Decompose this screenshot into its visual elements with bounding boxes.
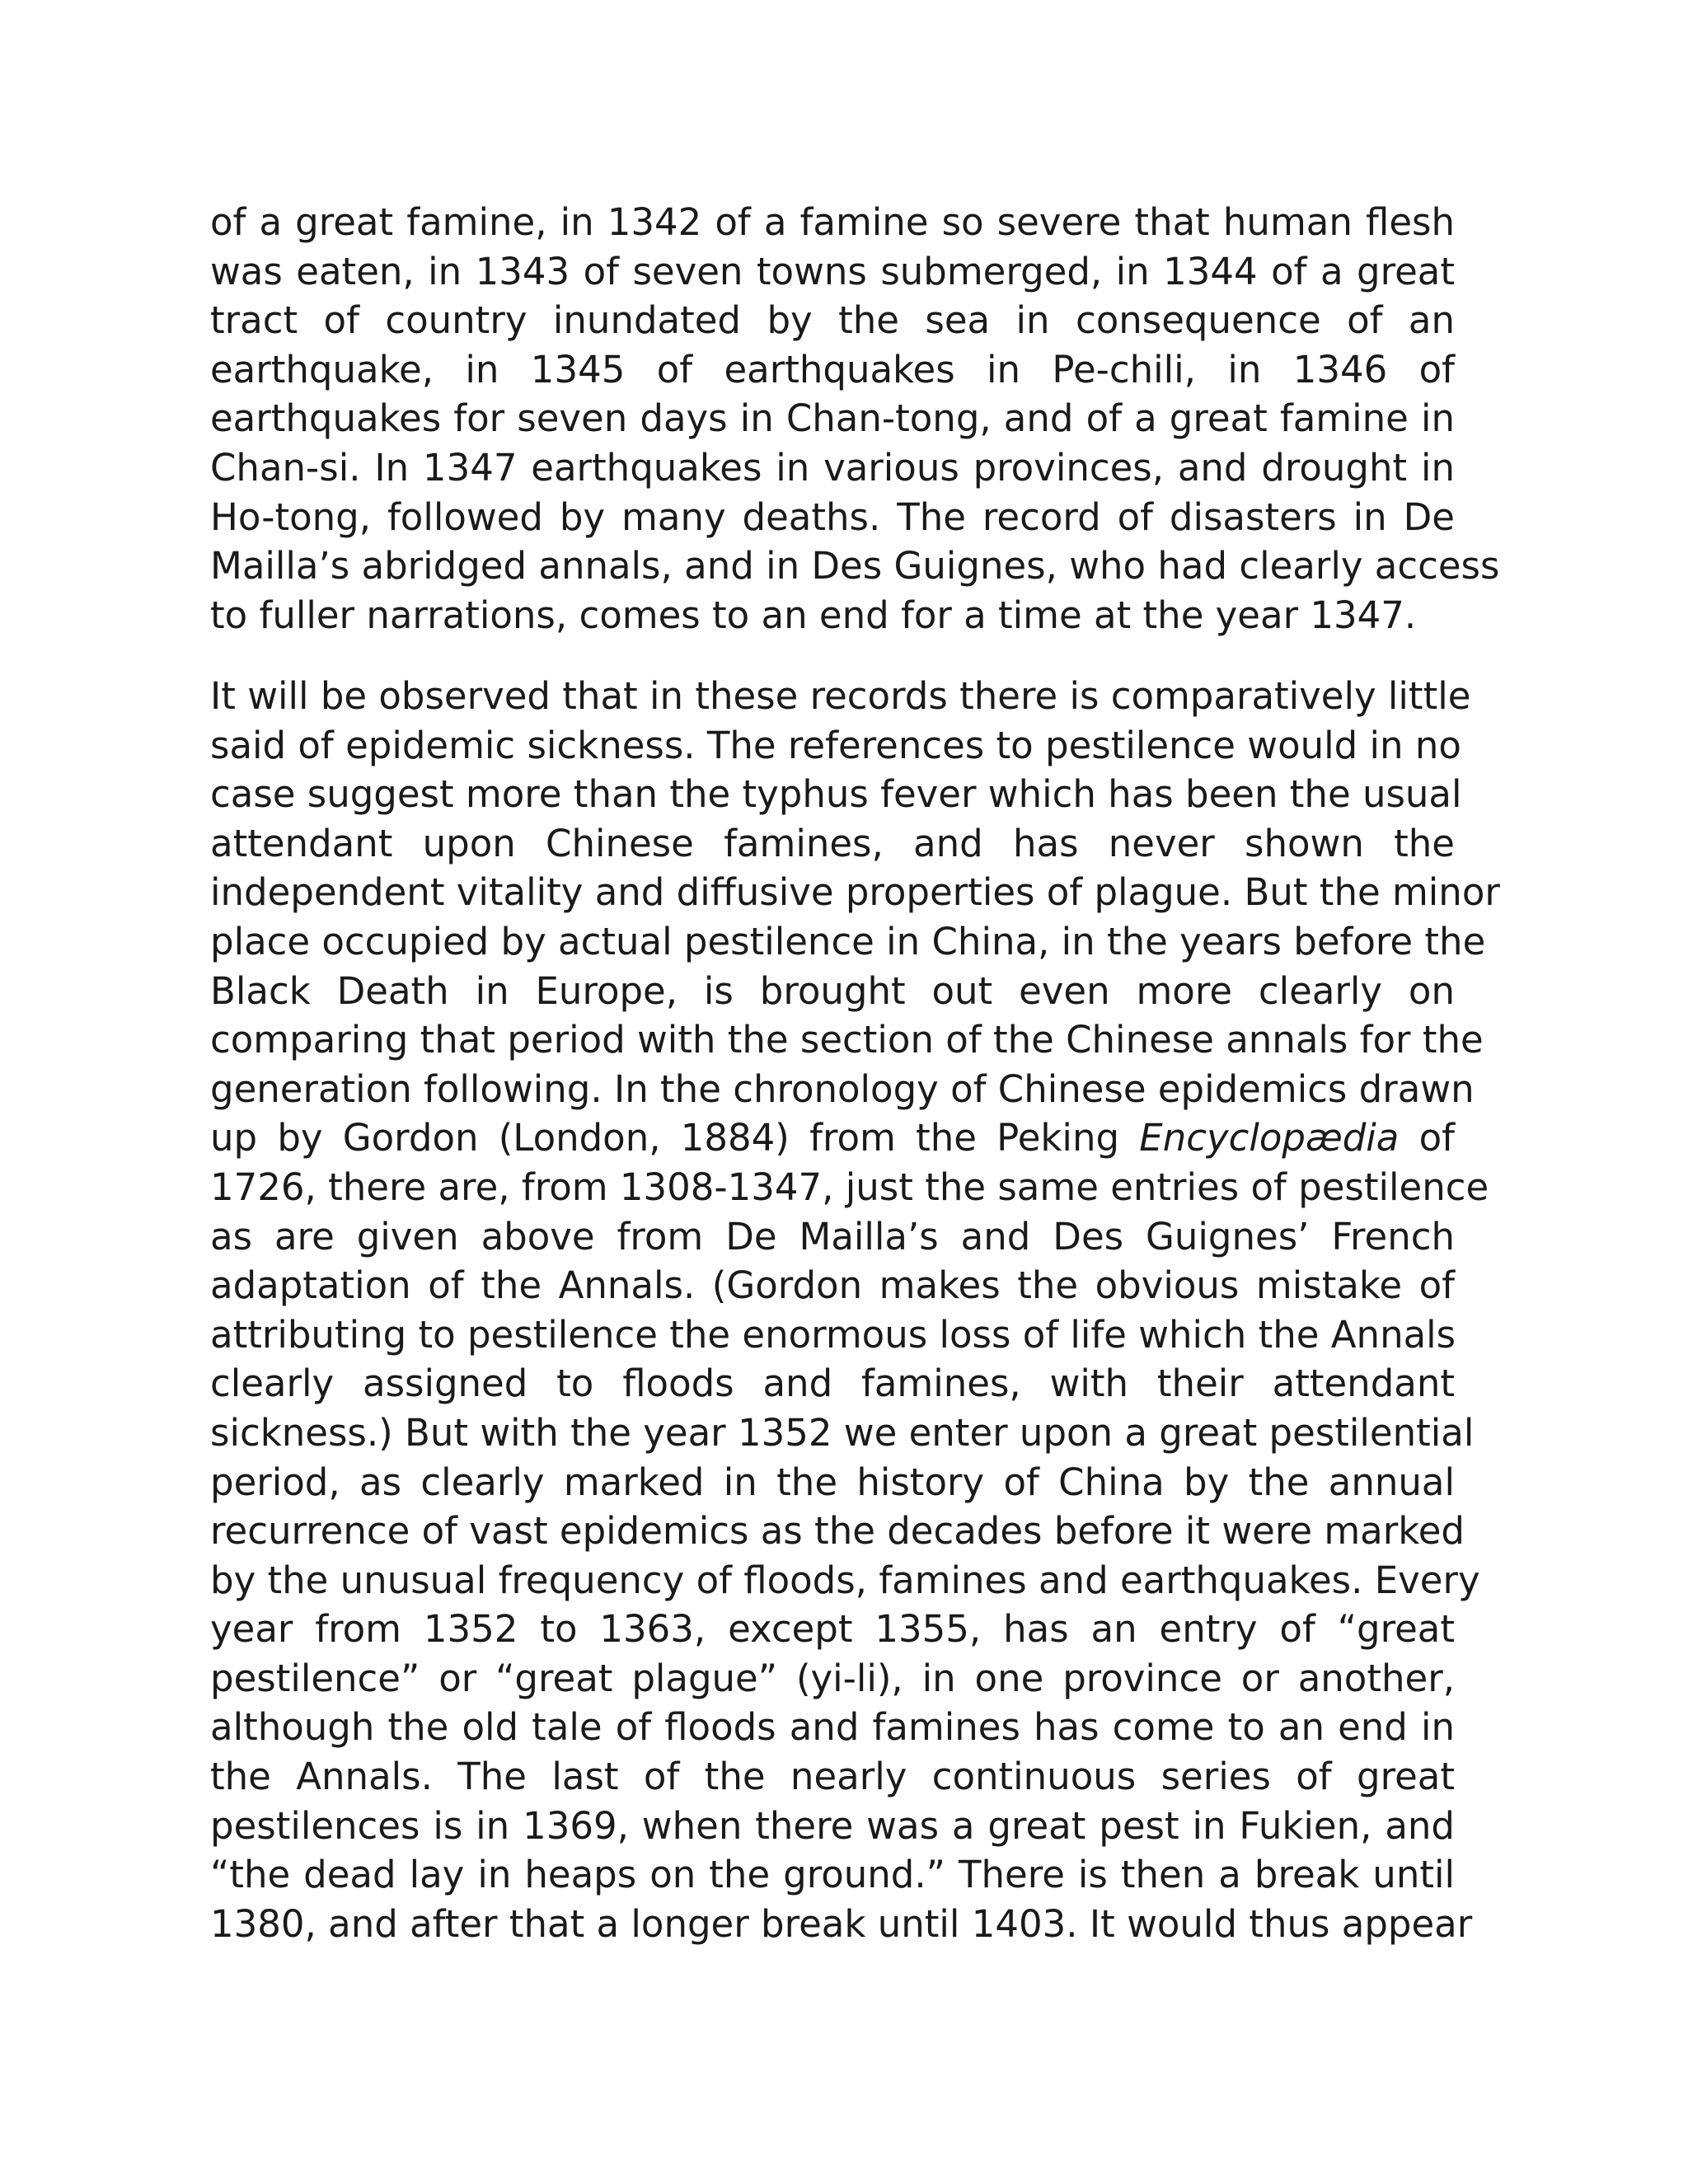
text-line: was eaten, in 1343 of seven towns submerged, in 1344 of a great xyxy=(210,249,1455,293)
text-line: clearly assigned to floods and famines, with their attendant xyxy=(210,1361,1455,1406)
text-line xyxy=(210,1113,1455,1163)
text-line: by the unusual frequency of floods, famines and earthquakes. Every xyxy=(210,1558,1480,1602)
text-line: period, as clearly marked in the history of China by the annual xyxy=(210,1460,1455,1504)
text-line: place occupied by actual pestilence in China, in the years before the xyxy=(210,919,1486,963)
text-line: earthquake, in 1345 of earthquakes in Pe-chili, in 1346 of xyxy=(210,347,1455,391)
text-line: recurrence of vast epidemics as the decades before it were marked xyxy=(210,1509,1465,1554)
paragraph-2 xyxy=(210,672,1500,1948)
text-line: attributing to pestilence the enormous loss of life which the Annals xyxy=(210,1312,1456,1357)
text-line: year from 1352 to 1363, except 1355, has an entry of “great xyxy=(210,1607,1455,1652)
text-line: Mailla’s abridged annals, and in Des Guignes, who had clearly access xyxy=(210,544,1500,588)
text-line: 1380, and after that a longer break until 1403. It would thus appear xyxy=(210,1901,1473,1946)
text-line: although the old tale of floods and famines has come to an end in xyxy=(210,1705,1455,1750)
text-line: adaptation of the Annals. (Gordon makes the obvious mistake of xyxy=(210,1263,1455,1308)
text-line: Chan-si. In 1347 earthquakes in various provinces, and drought in xyxy=(210,445,1455,490)
text-line: generation following. In the chronology of Chinese epidemics drawn xyxy=(210,1066,1475,1111)
text-line: as are given above from De Mailla’s and Des Guignes’ French xyxy=(210,1214,1455,1258)
italic-title: Encyclopædia xyxy=(1139,1116,1400,1160)
text-line: “the dead lay in heaps on the ground.” There is then a break until xyxy=(210,1853,1455,1897)
text-line: tract of country inundated by the sea in consequence of an xyxy=(210,298,1455,343)
text-line: said of epidemic sickness. The references to pestilence would in no xyxy=(210,723,1461,767)
text-line: pestilences is in 1369, when there was a great pest in Fukien, and xyxy=(210,1803,1455,1848)
text-line: It will be observed that in these records there is comparatively little xyxy=(210,674,1471,718)
text-line: Black Death in Europe, is brought out even more clearly on xyxy=(210,968,1455,1013)
text-line: pestilence” or “great plague” (yi-li), in one province or another, xyxy=(210,1656,1455,1700)
text-line: earthquakes for seven days in Chan-tong, and of a great famine in xyxy=(210,396,1455,441)
text-line: case suggest more than the typhus fever which has been the usual xyxy=(210,772,1462,817)
text-run: up by Gordon (London, 1884) from the Peking xyxy=(210,1116,1140,1160)
text-line: 1726, there are, from 1308-1347, just the same entries of pestilence xyxy=(210,1165,1489,1209)
text-line: attendant upon Chinese famines, and has never shown the xyxy=(210,821,1455,865)
text-line: independent vitality and diffusive properties of plague. But the minor xyxy=(210,870,1500,915)
paragraph-1 xyxy=(210,198,1500,640)
text-line: Ho-tong, followed by many deaths. The record of disasters in De xyxy=(210,494,1455,539)
text-line: comparing that period with the section of the Chinese annals for the xyxy=(210,1018,1484,1062)
text-line: the Annals. The last of the nearly continuous series of great xyxy=(210,1755,1455,1799)
text-line: to fuller narrations, comes to an end for a time at the year 1347. xyxy=(210,593,1417,637)
text-line: sickness.) But with the year 1352 we enter upon a great pestilential xyxy=(210,1410,1475,1455)
text-line: of a great famine, in 1342 of a famine so severe that human flesh xyxy=(210,200,1455,244)
text-run: of xyxy=(1399,1116,1455,1160)
